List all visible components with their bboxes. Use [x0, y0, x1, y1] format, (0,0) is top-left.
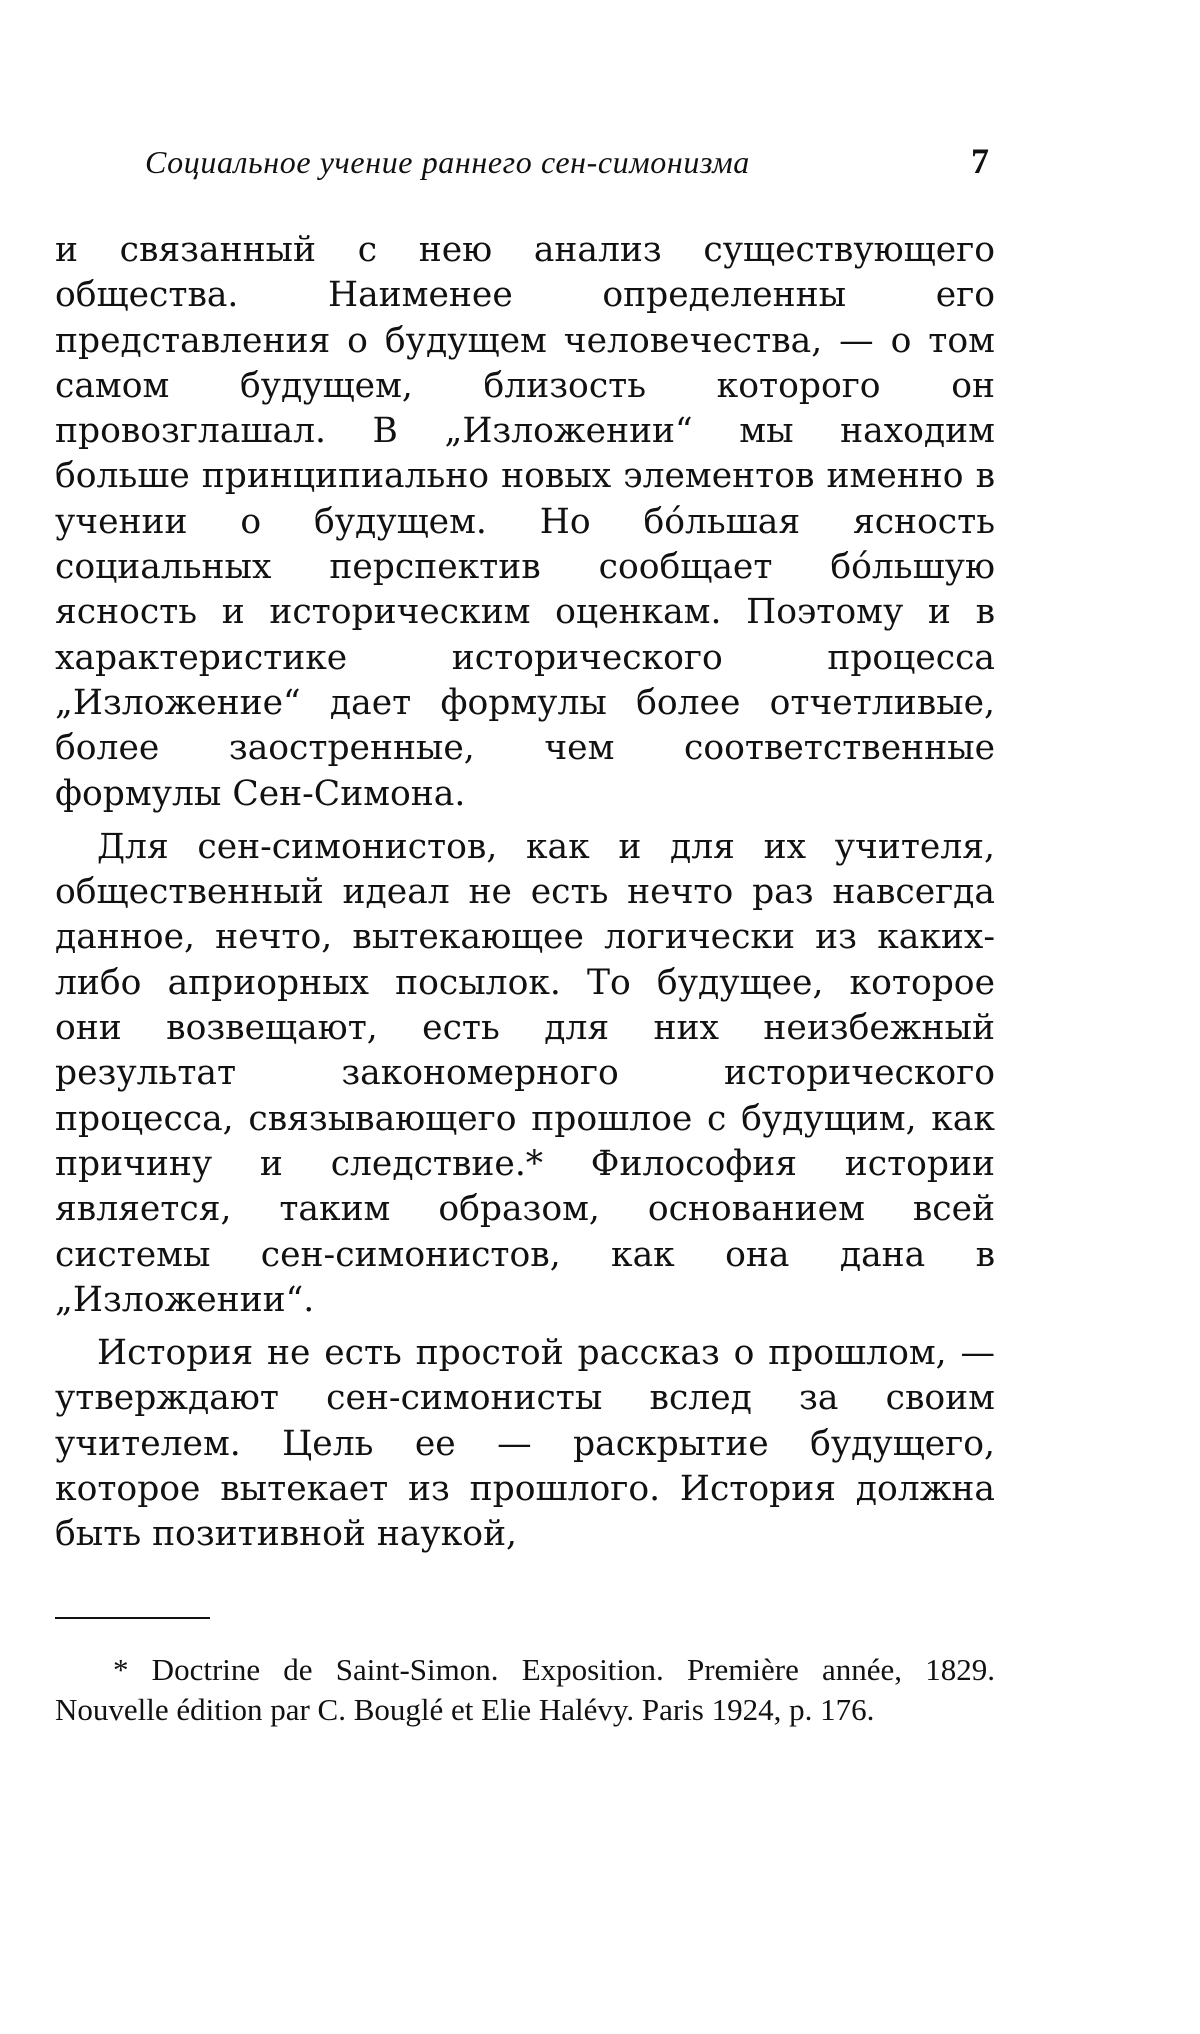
footnote-separator: [55, 1617, 210, 1619]
paragraph: Для сен-симонистов, как и для их учителя, общественный идеал не есть нечто раз навсегда данное, нечто, вытекающее логически из каких-либо априорных посылок. То будущее, которое они возвещают, есть для них неизбежный результат закономерного исторического процесса, связывающего прошлое с будущим, как причину и следствие.* Философия истории является, таким образом, основанием всей системы сен-симонистов, как она дана в „Изложении“.: [55, 826, 995, 1320]
footnote: [55, 1650, 995, 1730]
paragraph: История не есть простой рассказ о прошлом, — утверждают сен-симонисты вслед за своим учителем. Цель ее — раскрытие будущего, которое вытекает из прошлого. История должна быть позитивной наукой,: [55, 1333, 995, 1555]
page-number: 7: [971, 141, 989, 181]
paragraph-continued: и связанный с нею анализ существующего общества. Наименее определенны его представления о будущем человечества, — о том самом будущем, близость которого он провозглашал. В „Изложении“ мы находим больше принципиально новых элементов именно в учении о будущем. Но бóльшая ясность социальных перспектив сообщает бóльшую ясность и историческим оценкам. Поэтому и в характеристике исторического процесса „Изложение“ дает формулы более отчетливые, более заостренные, чем соответственные формулы Сен-Симона.: [55, 230, 995, 814]
main-text: [55, 228, 995, 1558]
footnote-text: * Doctrine de Saint-Simon. Exposition. Première année, 1829. Nouvelle édition par C. Bouglé et Elie Halévy. Paris 1924, p. 176.: [55, 1652, 995, 1727]
running-title: Социальное учение раннего сен-симонизма: [145, 144, 750, 180]
running-header: [55, 140, 995, 190]
